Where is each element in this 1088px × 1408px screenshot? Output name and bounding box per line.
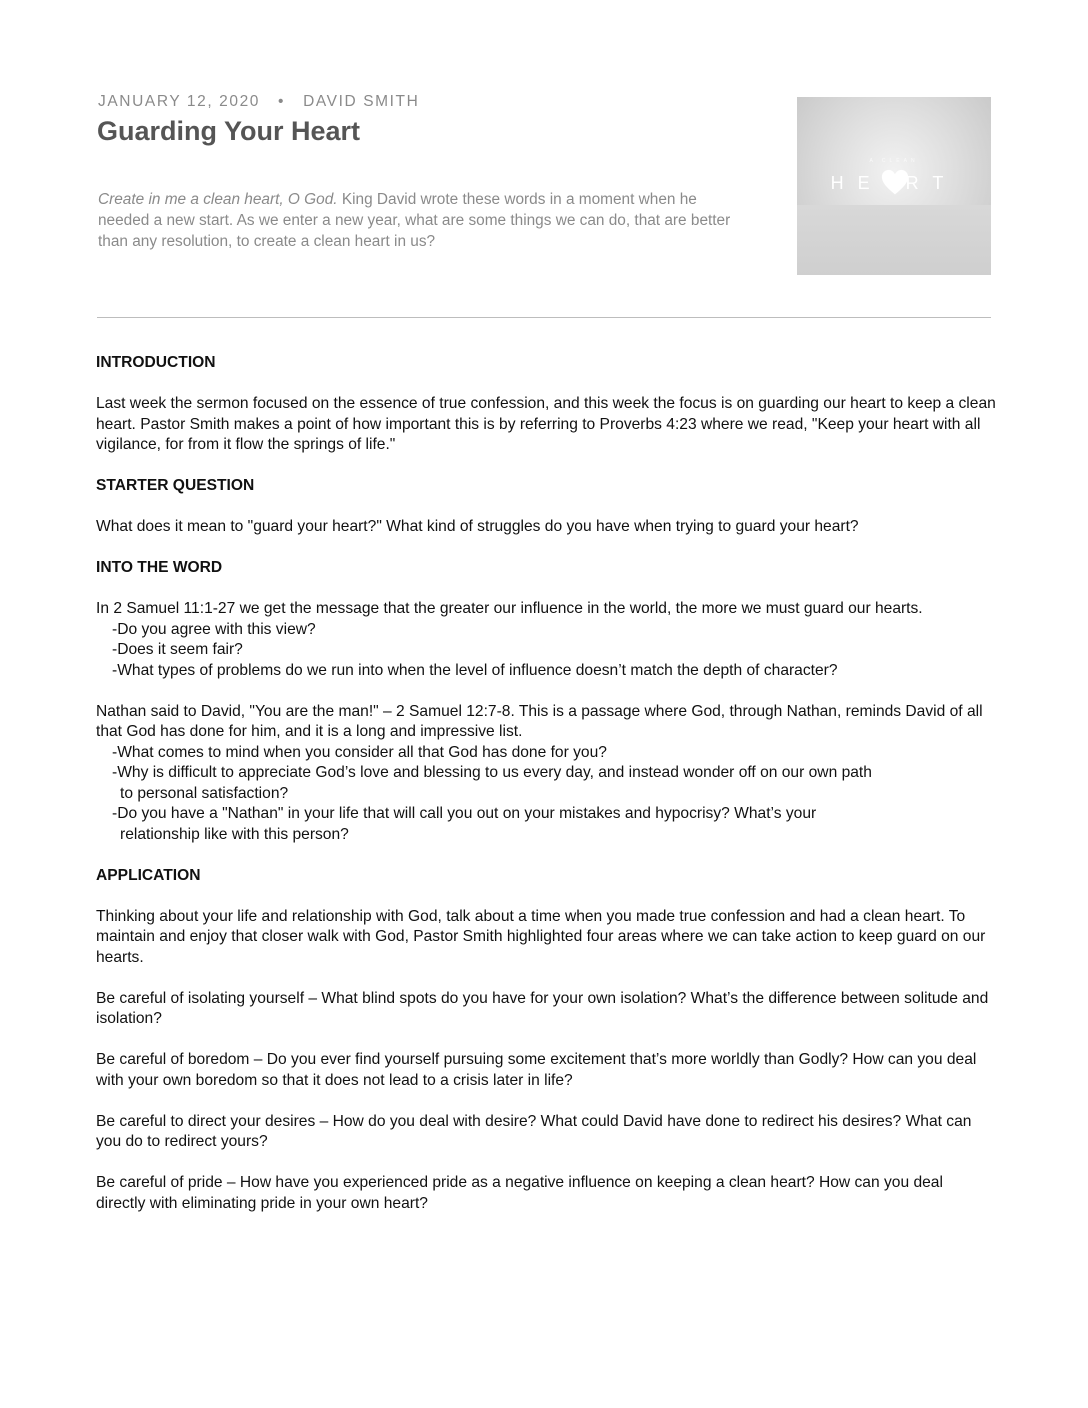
list-item <box>96 763 996 804</box>
application-isolation: Be careful of isolating yourself – What blind spots do you have for your own isolation? What’s the difference between solitude and isolation? <box>96 989 989 1027</box>
list-item-continuation: relationship like with this person? <box>120 825 349 843</box>
summary-text: King David wrote these words in a moment when he needed a new start. As we enter a new year, what are some things we can do, that are better than any resolution, to create a clean heart in us? <box>98 191 731 250</box>
section-heading-introduction: INTRODUCTION <box>96 354 216 371</box>
application-boredom: Be careful of boredom – Do you ever find yourself pursuing some excitement that’s more worldly than Godly? How can you deal with your own boredom so that it does not lead to a crisis later in life? <box>96 1051 977 1089</box>
section-heading-starter-question: STARTER QUESTION <box>96 477 255 494</box>
sermon-author: DAVID SMITH <box>303 93 420 110</box>
thumbnail-text-right: RT <box>905 173 958 193</box>
application-desires: Be careful to direct your desires – How do you deal with desire? What could David have done to redirect his desires? What can you do to redirect yours? <box>96 1112 972 1150</box>
section-heading-application: APPLICATION <box>96 866 201 884</box>
meta-separator: • <box>278 93 286 110</box>
header-divider <box>97 317 991 318</box>
sermon-summary <box>98 189 738 252</box>
list-item-line: -Why is difficult to appreciate God’s love and blessing to us every day, and instead wonder off on our own path <box>112 764 872 781</box>
thumbnail-small-text: A CLEAN <box>869 158 919 164</box>
list-item <box>96 804 996 845</box>
list-item: -Does it seem fair? <box>112 641 243 658</box>
word-question-list-2 <box>96 743 996 846</box>
word-paragraph-1: In 2 Samuel 11:1-27 we get the message that the greater our influence in the world, the more we must guard our hearts. <box>96 600 923 617</box>
page-title: Guarding Your Heart <box>97 116 361 146</box>
word-paragraph-2: Nathan said to David, "You are the man!" – 2 Samuel 12:7-8. This is a passage where God, through Nathan, reminds David of all that God has done for him, and it is a long and impressive list. <box>96 702 983 740</box>
sermon-thumbnail <box>797 97 991 275</box>
sermon-meta <box>98 93 419 111</box>
list-item-continuation: to personal satisfaction? <box>120 784 289 802</box>
list-item: -What types of problems do we run into when the level of influence doesn’t match the depth of character? <box>112 661 838 679</box>
discussion-guide <box>96 353 996 1235</box>
sermon-date: JANUARY 12, 2020 <box>98 93 261 110</box>
thumbnail-text-left: HE <box>830 173 884 193</box>
list-item-line: -Do you have a "Nathan" in your life that will call you out on your mistakes and hypocrisy? What’s your <box>112 805 817 822</box>
heart-icon <box>881 169 909 197</box>
list-item: -What comes to mind when you consider all that God has done for you? <box>112 743 607 761</box>
section-heading-into-the-word: INTO THE WORD <box>96 559 223 576</box>
application-pride: Be careful of pride – How have you experienced pride as a negative influence on keeping a clean heart? How can you deal directly with eliminating pride in your own heart? <box>96 1174 943 1212</box>
summary-quote: Create in me a clean heart, O God. <box>98 191 338 208</box>
list-item: -Do you agree with this view? <box>112 620 316 638</box>
starter-question-text: What does it mean to "guard your heart?" What kind of struggles do you have when trying to guard your heart? <box>96 518 859 535</box>
introduction-text: Last week the sermon focused on the essence of true confession, and this week the focus is on guarding our heart to keep a clean heart. Pastor Smith makes a point of how important this is by referring to Proverbs 4:23 where we read, "Keep your heart with all vigilance, for from it flow the springs of life." <box>96 395 996 453</box>
application-paragraph-1: Thinking about your life and relationship with God, talk about a time when you made true confession and had a clean heart. To maintain and enjoy that closer walk with God, Pastor Smith highlighted four areas where we can take action to keep guard on our hearts. <box>96 907 986 966</box>
thumbnail-floor <box>797 205 991 275</box>
word-question-list-1 <box>96 620 996 682</box>
